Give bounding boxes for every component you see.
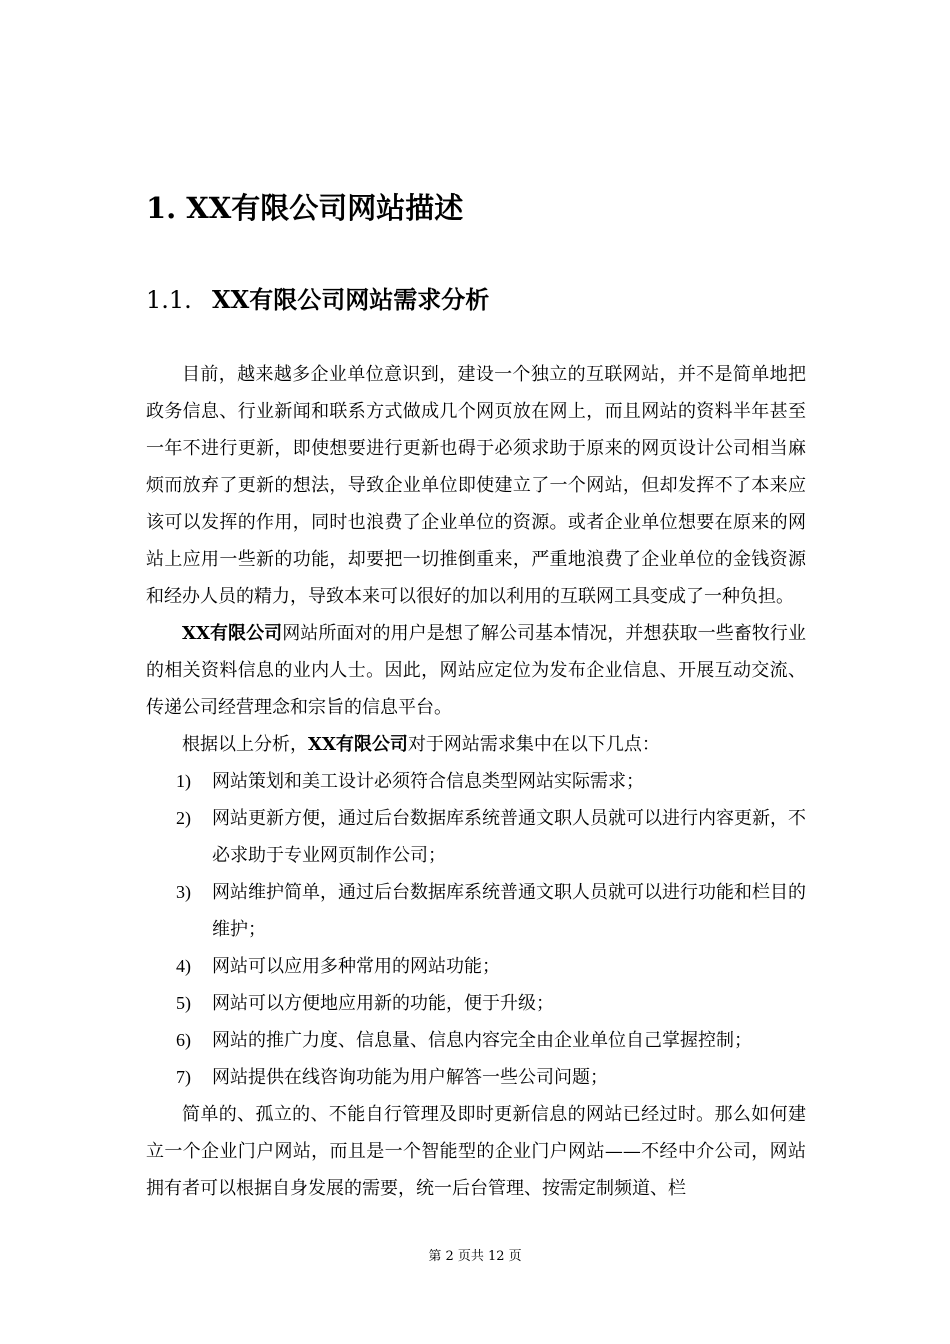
list-item-text: 网站策划和美工设计必须符合信息类型网站实际需求；: [212, 771, 644, 792]
list-item: [146, 948, 806, 985]
paragraph-users: [146, 615, 806, 726]
list-item-text: 网站可以应用多种常用的网站功能；: [212, 956, 500, 977]
list-marker: 5): [176, 993, 191, 1013]
list-marker: 1): [176, 771, 191, 791]
list-marker: 2): [176, 808, 191, 828]
list-item-text: 网站的推广力度、信息量、信息内容完全由企业单位自己掌握控制；: [212, 1030, 752, 1051]
list-marker: 7): [176, 1067, 191, 1087]
page-number-label: 第 2 页共 12 页: [428, 1249, 522, 1264]
heading-1-title: XX有限公司网站描述: [186, 191, 464, 225]
paragraph-intro: 目前，越来越多企业单位意识到，建设一个独立的互联网站，并不是简单地把政务信息、行业新闻和联系方式做成几个网页放在网上，而且网站的资料半年甚至一年不进行更新，即使想要进行更新也碍于必须求助于原来的网页设计公司相当麻烦而放弃了更新的想法，导致企业单位即使建立了一个网站，但却发挥不了本来应该可以发挥的作用，同时也浪费了企业单位的资源。或者企业单位想要在原来的网站上应用一些新的功能，却要把一切推倒重来，严重地浪费了企业单位的金钱资源和经办人员的精力，导致本来可以很好的加以利用的互联网工具变成了一种负担。: [146, 364, 806, 607]
list-item-text: 网站更新方便，通过后台数据库系统普通文职人员就可以进行内容更新，不必求助于专业网页制作公司；: [212, 808, 806, 866]
paragraph-analysis-post: 对于网站需求集中在以下几点：: [407, 734, 660, 755]
paragraph-analysis-pre: 根据以上分析，: [182, 734, 308, 755]
list-marker: 6): [176, 1030, 191, 1050]
requirements-list: [146, 763, 806, 1096]
list-item-text: 网站提供在线咨询功能为用户解答一些公司问题；: [212, 1067, 608, 1088]
list-item: [146, 985, 806, 1022]
list-item: [146, 1022, 806, 1059]
list-item-text: 网站维护简单，通过后台数据库系统普通文职人员就可以进行功能和栏目的维护；: [212, 882, 806, 940]
paragraph-users-text: 网站所面对的用户是想了解公司基本情况，并想获取一些畜牧行业的相关资料信息的业内人士。因此，网站应定位为发布企业信息、开展互动交流、传递公司经营理念和宗旨的信息平台。: [146, 623, 806, 718]
heading-2-number: 1.1.: [146, 286, 192, 314]
list-item: [146, 800, 806, 874]
paragraph-analysis: [146, 726, 806, 763]
list-item: [146, 763, 806, 800]
body-text: [146, 356, 806, 1207]
list-marker: 3): [176, 882, 191, 902]
heading-2-title: XX有限公司网站需求分析: [212, 285, 490, 314]
list-item: [146, 1059, 806, 1096]
company-name-bold: XX有限公司: [182, 623, 283, 644]
heading-1-number: 1.: [146, 191, 177, 225]
list-item: [146, 874, 806, 948]
company-name-bold: XX有限公司: [308, 734, 408, 755]
list-marker: 4): [176, 956, 191, 976]
heading-1: [146, 188, 463, 228]
heading-2: [146, 282, 489, 318]
page-footer: [0, 1248, 950, 1266]
list-item-text: 网站可以方便地应用新的功能，便于升级；: [212, 993, 554, 1014]
paragraph-conclusion: 简单的、孤立的、不能自行管理及即时更新信息的网站已经过时。那么如何建立一个企业门户网站，而且是一个智能型的企业门户网站——不经中介公司，网站拥有者可以根据自身发展的需要，统一后台管理、按需定制频道、栏: [146, 1104, 806, 1199]
